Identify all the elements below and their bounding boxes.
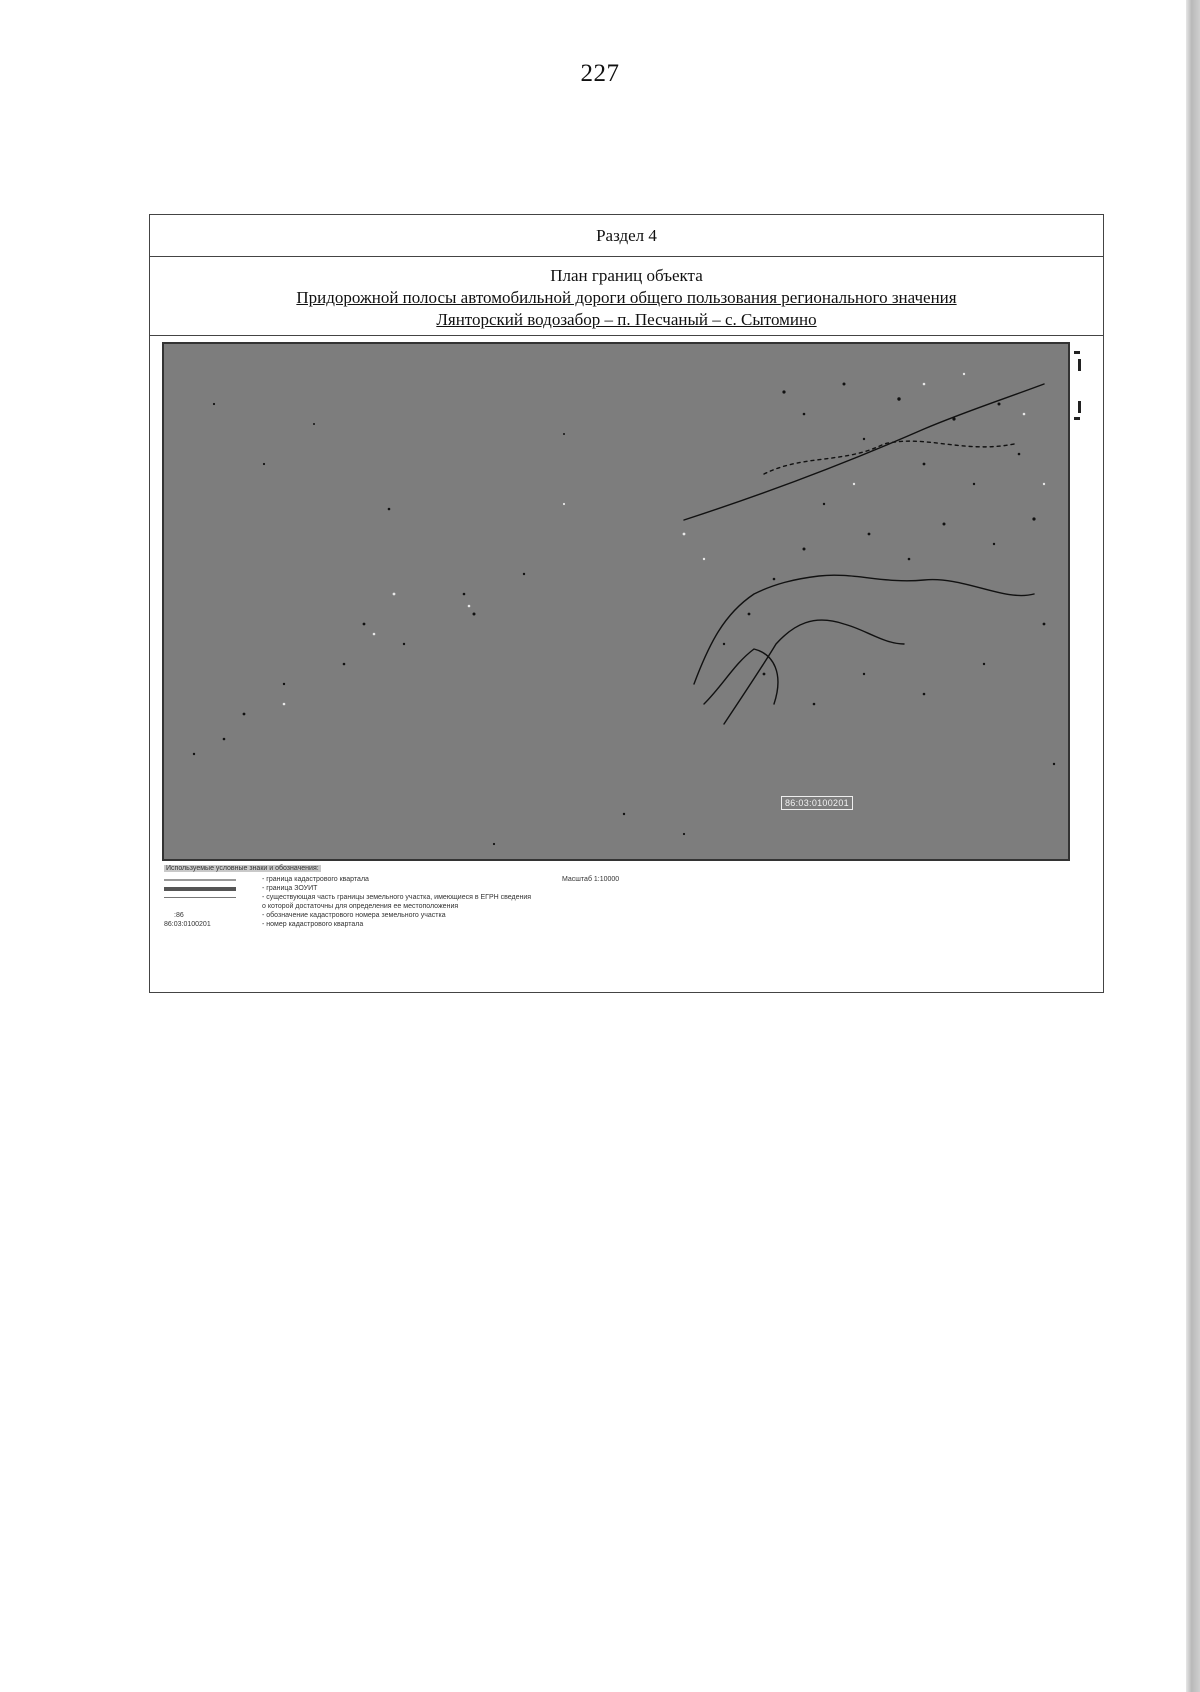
title-block [150, 257, 1103, 336]
legend-sample: 86:03:0100201 [164, 921, 211, 928]
zouit-boundary-symbol [164, 885, 236, 893]
stream-line [704, 649, 778, 704]
parcel-boundary-symbol [164, 894, 236, 902]
map-legend [162, 863, 1092, 953]
boundary-line [764, 441, 1014, 474]
legend-item [164, 885, 764, 894]
object-name: Придорожной полосы автомобильной дороги общего пользования регионального значения [296, 288, 957, 307]
legend-item [164, 912, 764, 921]
river-line [724, 620, 904, 724]
section-heading: Раздел 4 [150, 215, 1103, 257]
quarter-boundary-symbol [164, 876, 236, 884]
legend-item [164, 921, 764, 930]
road-line [684, 384, 1044, 520]
quarter-number-label: 86:03:0100201 [781, 796, 853, 810]
page-number: 227 [580, 60, 620, 87]
map-scale: Масштаб 1:10000 [562, 876, 620, 883]
legend-title: Используемые условные знаки и обозначения: [166, 865, 319, 872]
document-frame [149, 214, 1104, 993]
legend-sample: :86 [174, 912, 184, 919]
legend-label: - существующая часть границы земельного участка, имеющиеся в ЕГРН сведения [262, 894, 532, 901]
plan-title: План границ объекта [550, 266, 703, 285]
legend-label: - граница кадастрового квартала [262, 876, 369, 883]
legend-item [164, 894, 764, 903]
legend-label: - номер кадастрового квартала [262, 921, 364, 928]
map-drawing [164, 344, 1068, 859]
legend-label: - граница ЗОУИТ [262, 885, 318, 892]
legend-label: - обозначение кадастрового номера земельного участка [262, 912, 446, 919]
map-edge-marks [1070, 343, 1104, 433]
legend-label: о которой достаточны для определения ее местоположения [262, 903, 459, 910]
legend-item [164, 876, 764, 885]
legend-item [164, 903, 764, 912]
road-name: Лянторский водозабор – п. Песчаный – с. Сытомино [436, 310, 817, 329]
river-line [694, 575, 1034, 684]
scan-edge [1186, 0, 1200, 1692]
cadastral-map [162, 342, 1070, 861]
